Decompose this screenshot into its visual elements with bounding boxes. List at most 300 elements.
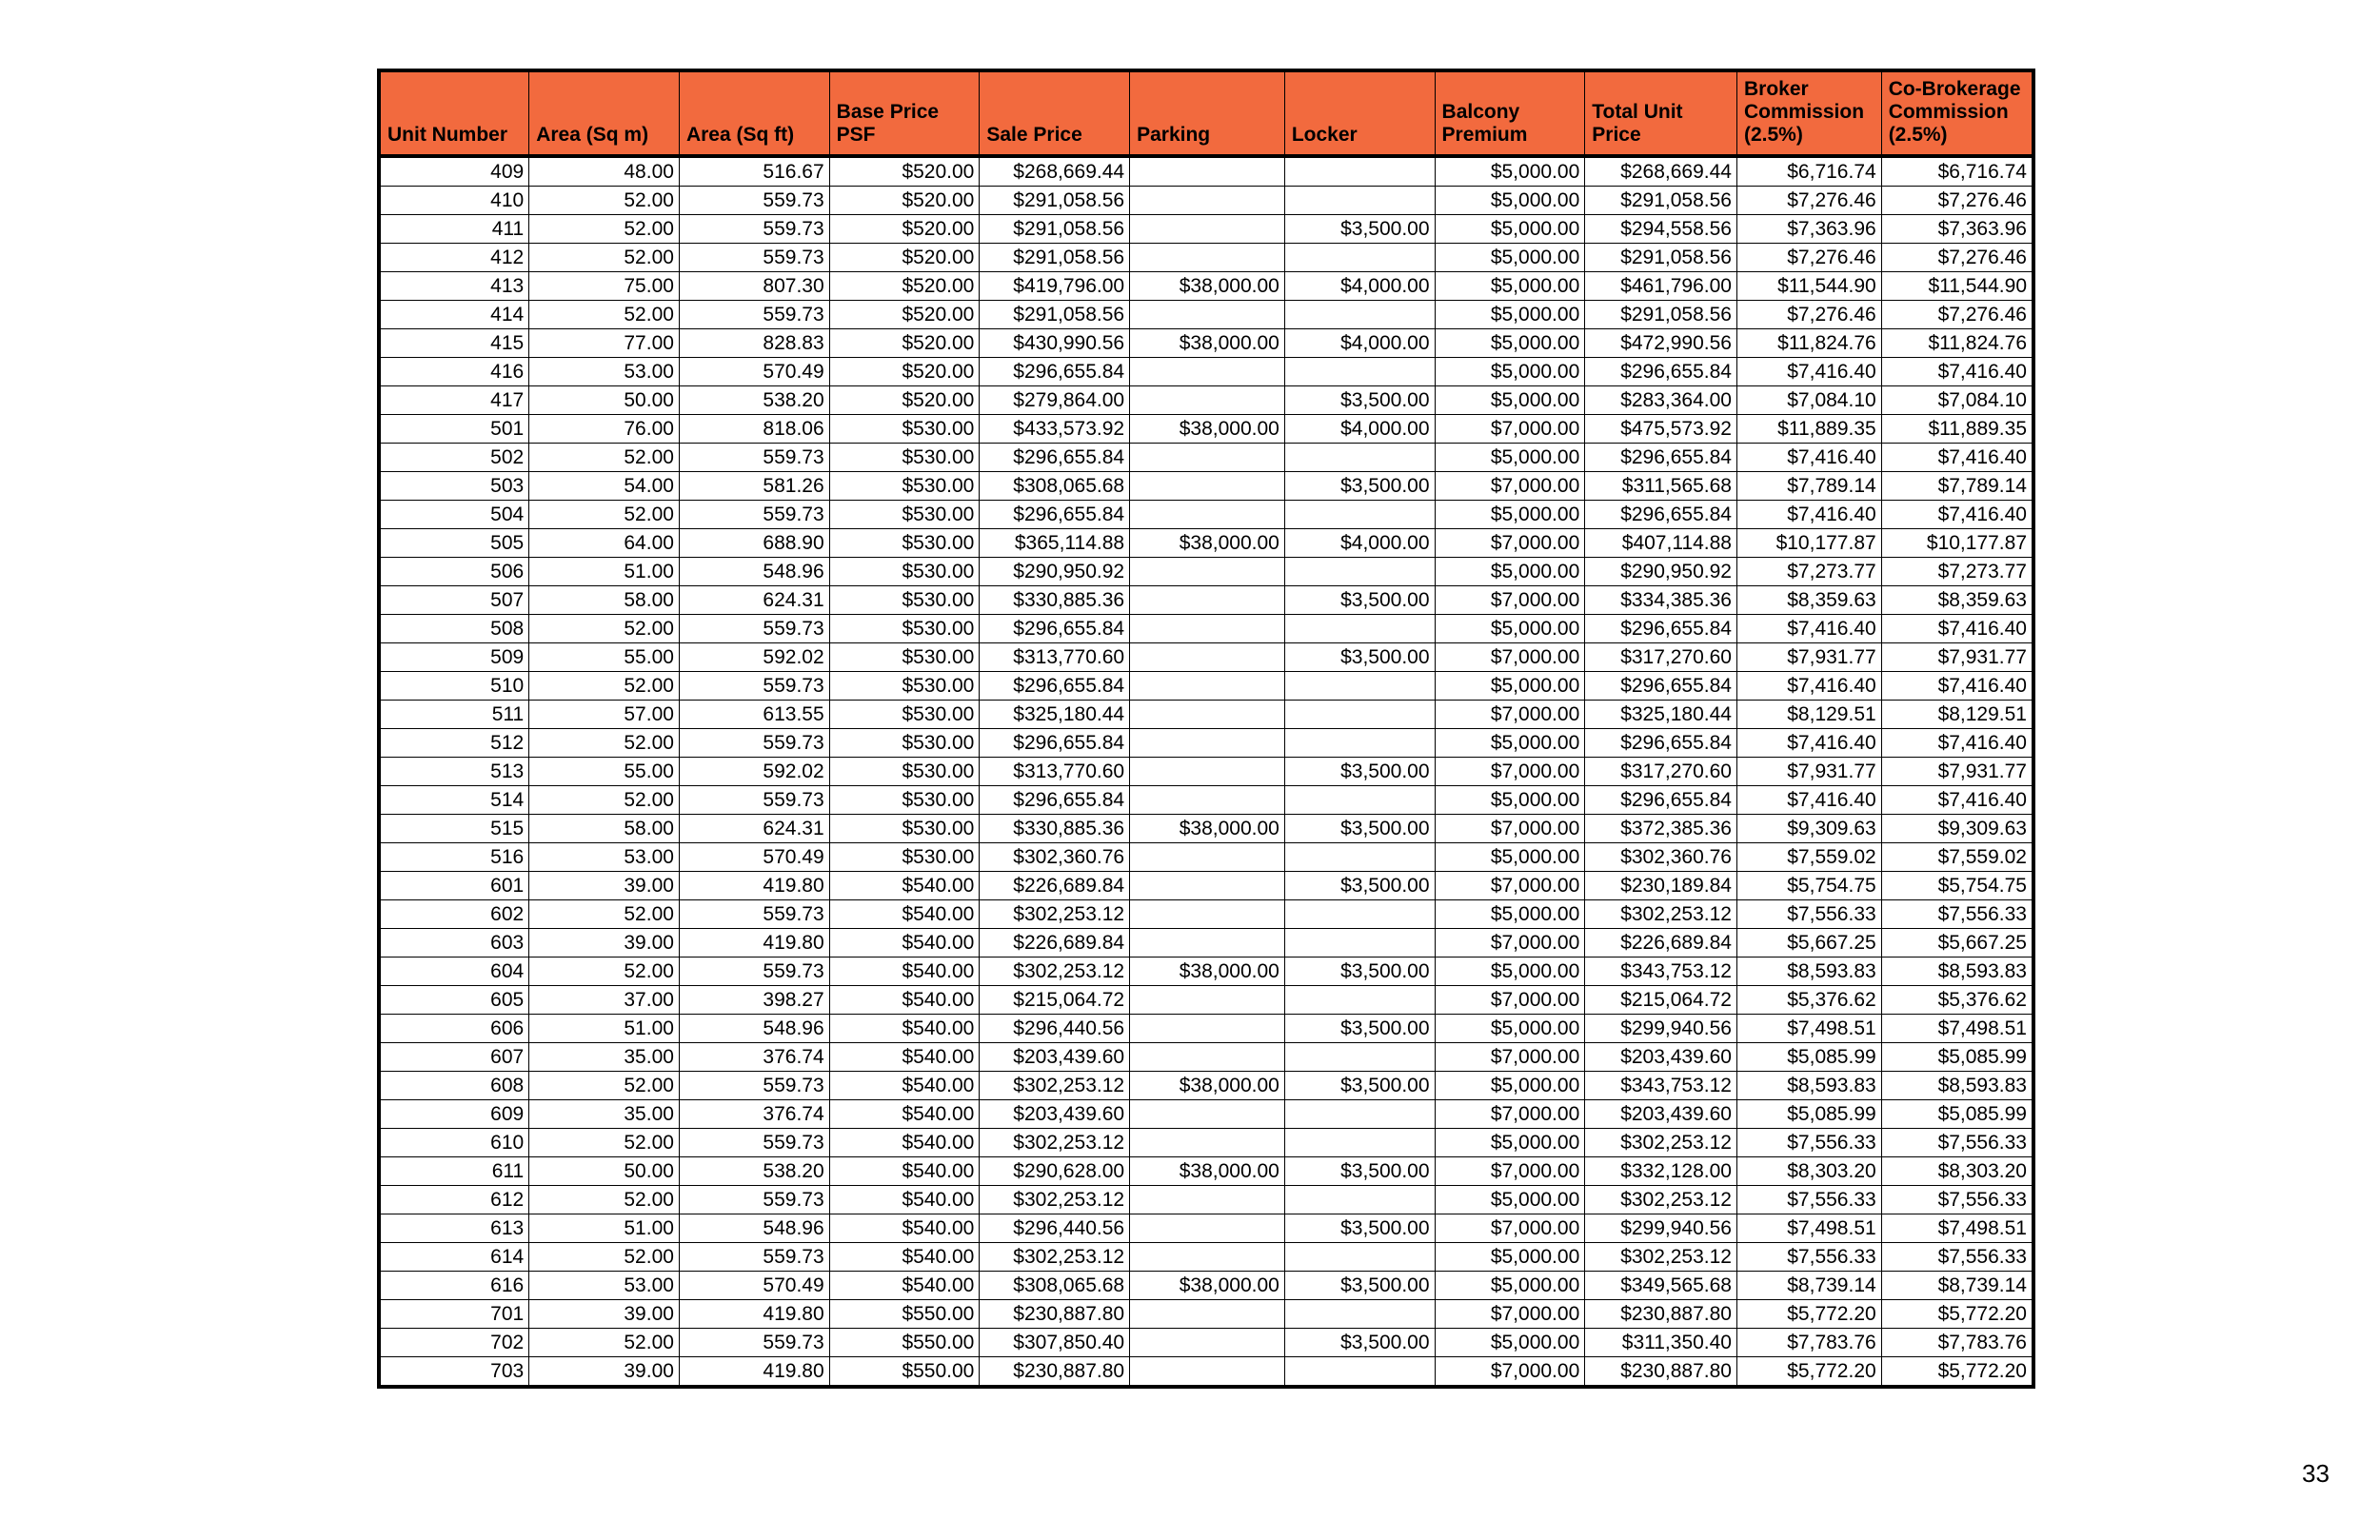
cell-locker	[1284, 187, 1435, 215]
cell-unit-number: 616	[379, 1272, 529, 1300]
cell-area-sq-m: 53.00	[529, 843, 680, 872]
cell-co-brokerage-commission: $7,931.77	[1881, 758, 2033, 786]
cell-base-price-psf: $530.00	[829, 615, 980, 643]
cell-total-unit-price: $296,655.84	[1585, 358, 1737, 386]
cell-broker-commission: $7,363.96	[1737, 215, 1882, 244]
table-row	[379, 729, 2033, 758]
table-row	[379, 244, 2033, 272]
cell-sale-price: $296,655.84	[980, 729, 1130, 758]
cell-base-price-psf: $530.00	[829, 729, 980, 758]
cell-sale-price: $203,439.60	[980, 1100, 1130, 1129]
cell-broker-commission: $7,416.40	[1737, 672, 1882, 701]
cell-area-sq-ft: 559.73	[679, 244, 829, 272]
cell-broker-commission: $7,416.40	[1737, 786, 1882, 815]
cell-unit-number: 603	[379, 929, 529, 958]
cell-total-unit-price: $461,796.00	[1585, 272, 1737, 301]
cell-area-sq-m: 52.00	[529, 1186, 680, 1214]
table-row	[379, 1272, 2033, 1300]
cell-broker-commission: $8,359.63	[1737, 586, 1882, 615]
cell-sale-price: $302,253.12	[980, 958, 1130, 986]
cell-area-sq-ft: 538.20	[679, 386, 829, 415]
cell-total-unit-price: $475,573.92	[1585, 415, 1737, 444]
cell-balcony-premium: $7,000.00	[1435, 815, 1585, 843]
cell-unit-number: 513	[379, 758, 529, 786]
cell-locker	[1284, 558, 1435, 586]
cell-total-unit-price: $302,253.12	[1585, 1243, 1737, 1272]
cell-balcony-premium: $5,000.00	[1435, 1272, 1585, 1300]
cell-area-sq-ft: 559.73	[679, 786, 829, 815]
cell-sale-price: $296,655.84	[980, 786, 1130, 815]
cell-unit-number: 509	[379, 643, 529, 672]
cell-base-price-psf: $530.00	[829, 586, 980, 615]
unit-price-table	[377, 69, 2035, 1389]
cell-base-price-psf: $540.00	[829, 958, 980, 986]
cell-broker-commission: $7,556.33	[1737, 1129, 1882, 1157]
cell-locker	[1284, 701, 1435, 729]
cell-base-price-psf: $520.00	[829, 386, 980, 415]
cell-balcony-premium: $5,000.00	[1435, 1186, 1585, 1214]
cell-base-price-psf: $540.00	[829, 986, 980, 1015]
cell-balcony-premium: $7,000.00	[1435, 415, 1585, 444]
cell-unit-number: 501	[379, 415, 529, 444]
cell-locker	[1284, 444, 1435, 472]
table-row	[379, 900, 2033, 929]
cell-sale-price: $419,796.00	[980, 272, 1130, 301]
cell-balcony-premium: $5,000.00	[1435, 156, 1585, 187]
cell-unit-number: 504	[379, 501, 529, 529]
cell-locker	[1284, 501, 1435, 529]
cell-balcony-premium: $5,000.00	[1435, 301, 1585, 329]
cell-balcony-premium: $7,000.00	[1435, 643, 1585, 672]
cell-sale-price: $430,990.56	[980, 329, 1130, 358]
table-row	[379, 615, 2033, 643]
cell-co-brokerage-commission: $7,416.40	[1881, 729, 2033, 758]
cell-unit-number: 612	[379, 1186, 529, 1214]
cell-co-brokerage-commission: $5,085.99	[1881, 1043, 2033, 1072]
cell-total-unit-price: $317,270.60	[1585, 643, 1737, 672]
cell-balcony-premium: $5,000.00	[1435, 272, 1585, 301]
table-row	[379, 156, 2033, 187]
cell-broker-commission: $8,129.51	[1737, 701, 1882, 729]
cell-sale-price: $330,885.36	[980, 586, 1130, 615]
cell-balcony-premium: $5,000.00	[1435, 386, 1585, 415]
cell-area-sq-m: 35.00	[529, 1100, 680, 1129]
cell-area-sq-ft: 807.30	[679, 272, 829, 301]
cell-parking	[1130, 900, 1285, 929]
cell-unit-number: 614	[379, 1243, 529, 1272]
cell-total-unit-price: $294,558.56	[1585, 215, 1737, 244]
cell-total-unit-price: $296,655.84	[1585, 672, 1737, 701]
cell-broker-commission: $5,772.20	[1737, 1357, 1882, 1388]
cell-parking	[1130, 244, 1285, 272]
table-row	[379, 444, 2033, 472]
cell-unit-number: 409	[379, 156, 529, 187]
page-number: 33	[2302, 1459, 2330, 1488]
cell-unit-number: 605	[379, 986, 529, 1015]
cell-area-sq-ft: 613.55	[679, 701, 829, 729]
cell-balcony-premium: $5,000.00	[1435, 215, 1585, 244]
cell-base-price-psf: $540.00	[829, 1186, 980, 1214]
cell-sale-price: $291,058.56	[980, 301, 1130, 329]
table-body	[379, 156, 2033, 1387]
cell-area-sq-ft: 624.31	[679, 815, 829, 843]
cell-balcony-premium: $5,000.00	[1435, 329, 1585, 358]
cell-locker	[1284, 358, 1435, 386]
table-row	[379, 672, 2033, 701]
cell-broker-commission: $5,085.99	[1737, 1043, 1882, 1072]
cell-base-price-psf: $540.00	[829, 1043, 980, 1072]
cell-area-sq-m: 48.00	[529, 156, 680, 187]
cell-parking: $38,000.00	[1130, 329, 1285, 358]
cell-base-price-psf: $520.00	[829, 358, 980, 386]
cell-broker-commission: $7,931.77	[1737, 643, 1882, 672]
cell-unit-number: 604	[379, 958, 529, 986]
cell-sale-price: $279,864.00	[980, 386, 1130, 415]
cell-co-brokerage-commission: $6,716.74	[1881, 156, 2033, 187]
cell-co-brokerage-commission: $7,363.96	[1881, 215, 2033, 244]
header-locker: Locker	[1284, 70, 1435, 156]
cell-unit-number: 610	[379, 1129, 529, 1157]
cell-unit-number: 414	[379, 301, 529, 329]
cell-base-price-psf: $530.00	[829, 843, 980, 872]
cell-unit-number: 516	[379, 843, 529, 872]
cell-base-price-psf: $540.00	[829, 900, 980, 929]
cell-area-sq-m: 64.00	[529, 529, 680, 558]
cell-locker	[1284, 615, 1435, 643]
cell-balcony-premium: $7,000.00	[1435, 586, 1585, 615]
cell-co-brokerage-commission: $5,085.99	[1881, 1100, 2033, 1129]
cell-co-brokerage-commission: $7,273.77	[1881, 558, 2033, 586]
cell-base-price-psf: $540.00	[829, 1100, 980, 1129]
cell-sale-price: $215,064.72	[980, 986, 1130, 1015]
cell-balcony-premium: $7,000.00	[1435, 1357, 1585, 1388]
cell-total-unit-price: $343,753.12	[1585, 958, 1737, 986]
cell-locker: $4,000.00	[1284, 529, 1435, 558]
cell-unit-number: 602	[379, 900, 529, 929]
cell-area-sq-m: 50.00	[529, 1157, 680, 1186]
table-row	[379, 1300, 2033, 1329]
cell-unit-number: 514	[379, 786, 529, 815]
cell-co-brokerage-commission: $10,177.87	[1881, 529, 2033, 558]
cell-co-brokerage-commission: $7,783.76	[1881, 1329, 2033, 1357]
cell-balcony-premium: $5,000.00	[1435, 187, 1585, 215]
cell-co-brokerage-commission: $5,772.20	[1881, 1300, 2033, 1329]
cell-area-sq-ft: 559.73	[679, 1243, 829, 1272]
cell-co-brokerage-commission: $8,303.20	[1881, 1157, 2033, 1186]
cell-area-sq-m: 54.00	[529, 472, 680, 501]
cell-locker: $3,500.00	[1284, 1072, 1435, 1100]
cell-area-sq-m: 53.00	[529, 358, 680, 386]
cell-area-sq-ft: 419.80	[679, 1300, 829, 1329]
cell-locker: $3,500.00	[1284, 1015, 1435, 1043]
cell-base-price-psf: $540.00	[829, 1129, 980, 1157]
cell-co-brokerage-commission: $9,309.63	[1881, 815, 2033, 843]
cell-locker: $4,000.00	[1284, 415, 1435, 444]
cell-base-price-psf: $520.00	[829, 272, 980, 301]
cell-base-price-psf: $520.00	[829, 329, 980, 358]
cell-broker-commission: $7,559.02	[1737, 843, 1882, 872]
cell-base-price-psf: $540.00	[829, 1157, 980, 1186]
table-row	[379, 986, 2033, 1015]
cell-area-sq-m: 51.00	[529, 1214, 680, 1243]
cell-broker-commission: $7,416.40	[1737, 358, 1882, 386]
cell-co-brokerage-commission: $8,593.83	[1881, 958, 2033, 986]
cell-co-brokerage-commission: $8,739.14	[1881, 1272, 2033, 1300]
cell-total-unit-price: $302,253.12	[1585, 1129, 1737, 1157]
cell-locker: $3,500.00	[1284, 958, 1435, 986]
cell-parking	[1130, 843, 1285, 872]
cell-area-sq-m: 58.00	[529, 815, 680, 843]
cell-unit-number: 512	[379, 729, 529, 758]
cell-co-brokerage-commission: $7,556.33	[1881, 1129, 2033, 1157]
cell-sale-price: $302,253.12	[980, 1243, 1130, 1272]
cell-sale-price: $433,573.92	[980, 415, 1130, 444]
table-row	[379, 301, 2033, 329]
cell-area-sq-ft: 570.49	[679, 358, 829, 386]
table-row	[379, 1243, 2033, 1272]
cell-area-sq-m: 52.00	[529, 1072, 680, 1100]
cell-total-unit-price: $290,950.92	[1585, 558, 1737, 586]
cell-locker	[1284, 986, 1435, 1015]
cell-locker	[1284, 672, 1435, 701]
cell-co-brokerage-commission: $5,772.20	[1881, 1357, 2033, 1388]
cell-sale-price: $203,439.60	[980, 1043, 1130, 1072]
cell-base-price-psf: $540.00	[829, 872, 980, 900]
cell-sale-price: $296,440.56	[980, 1015, 1130, 1043]
cell-co-brokerage-commission: $7,416.40	[1881, 444, 2033, 472]
cell-locker: $3,500.00	[1284, 643, 1435, 672]
cell-co-brokerage-commission: $7,416.40	[1881, 501, 2033, 529]
cell-total-unit-price: $343,753.12	[1585, 1072, 1737, 1100]
cell-total-unit-price: $302,253.12	[1585, 1186, 1737, 1214]
cell-parking	[1130, 586, 1285, 615]
cell-locker	[1284, 729, 1435, 758]
cell-area-sq-m: 51.00	[529, 1015, 680, 1043]
cell-balcony-premium: $5,000.00	[1435, 900, 1585, 929]
cell-area-sq-m: 52.00	[529, 1243, 680, 1272]
cell-sale-price: $290,950.92	[980, 558, 1130, 586]
cell-sale-price: $308,065.68	[980, 1272, 1130, 1300]
cell-parking	[1130, 1186, 1285, 1214]
cell-area-sq-m: 52.00	[529, 187, 680, 215]
cell-area-sq-ft: 559.73	[679, 301, 829, 329]
cell-balcony-premium: $7,000.00	[1435, 1157, 1585, 1186]
cell-locker	[1284, 929, 1435, 958]
cell-parking: $38,000.00	[1130, 272, 1285, 301]
cell-unit-number: 511	[379, 701, 529, 729]
cell-area-sq-ft: 581.26	[679, 472, 829, 501]
cell-broker-commission: $7,556.33	[1737, 1186, 1882, 1214]
cell-broker-commission: $9,309.63	[1737, 815, 1882, 843]
cell-locker	[1284, 900, 1435, 929]
cell-broker-commission: $7,416.40	[1737, 729, 1882, 758]
cell-area-sq-ft: 624.31	[679, 586, 829, 615]
table-row	[379, 643, 2033, 672]
cell-co-brokerage-commission: $7,559.02	[1881, 843, 2033, 872]
table-row	[379, 1072, 2033, 1100]
cell-area-sq-ft: 592.02	[679, 758, 829, 786]
cell-base-price-psf: $530.00	[829, 529, 980, 558]
table-row	[379, 415, 2033, 444]
cell-area-sq-ft: 559.73	[679, 1329, 829, 1357]
cell-parking	[1130, 1243, 1285, 1272]
cell-base-price-psf: $530.00	[829, 472, 980, 501]
cell-co-brokerage-commission: $7,416.40	[1881, 786, 2033, 815]
cell-sale-price: $313,770.60	[980, 643, 1130, 672]
table-row	[379, 558, 2033, 586]
cell-area-sq-ft: 548.96	[679, 558, 829, 586]
cell-sale-price: $226,689.84	[980, 929, 1130, 958]
table-row	[379, 472, 2033, 501]
cell-broker-commission: $8,303.20	[1737, 1157, 1882, 1186]
cell-sale-price: $291,058.56	[980, 244, 1130, 272]
cell-sale-price: $226,689.84	[980, 872, 1130, 900]
cell-sale-price: $302,253.12	[980, 1186, 1130, 1214]
header-broker-commission: Broker Commission (2.5%)	[1737, 70, 1882, 156]
cell-parking	[1130, 187, 1285, 215]
table-row	[379, 701, 2033, 729]
cell-locker	[1284, 843, 1435, 872]
cell-total-unit-price: $215,064.72	[1585, 986, 1737, 1015]
cell-unit-number: 415	[379, 329, 529, 358]
cell-co-brokerage-commission: $7,498.51	[1881, 1214, 2033, 1243]
cell-area-sq-m: 50.00	[529, 386, 680, 415]
cell-balcony-premium: $5,000.00	[1435, 1329, 1585, 1357]
cell-balcony-premium: $7,000.00	[1435, 472, 1585, 501]
cell-locker: $3,500.00	[1284, 215, 1435, 244]
cell-broker-commission: $7,498.51	[1737, 1214, 1882, 1243]
cell-co-brokerage-commission: $11,824.76	[1881, 329, 2033, 358]
cell-total-unit-price: $296,655.84	[1585, 444, 1737, 472]
table-row	[379, 843, 2033, 872]
cell-area-sq-ft: 559.73	[679, 1186, 829, 1214]
cell-balcony-premium: $7,000.00	[1435, 1043, 1585, 1072]
cell-area-sq-ft: 376.74	[679, 1043, 829, 1072]
cell-area-sq-m: 39.00	[529, 929, 680, 958]
cell-area-sq-m: 39.00	[529, 1300, 680, 1329]
cell-area-sq-m: 37.00	[529, 986, 680, 1015]
cell-total-unit-price: $230,887.80	[1585, 1357, 1737, 1388]
cell-area-sq-ft: 559.73	[679, 900, 829, 929]
table-row	[379, 1129, 2033, 1157]
cell-area-sq-ft: 419.80	[679, 929, 829, 958]
cell-base-price-psf: $520.00	[829, 301, 980, 329]
cell-broker-commission: $7,556.33	[1737, 900, 1882, 929]
cell-total-unit-price: $302,360.76	[1585, 843, 1737, 872]
cell-total-unit-price: $334,385.36	[1585, 586, 1737, 615]
cell-base-price-psf: $520.00	[829, 187, 980, 215]
cell-balcony-premium: $5,000.00	[1435, 786, 1585, 815]
cell-area-sq-m: 52.00	[529, 1329, 680, 1357]
cell-broker-commission: $7,498.51	[1737, 1015, 1882, 1043]
cell-total-unit-price: $349,565.68	[1585, 1272, 1737, 1300]
cell-broker-commission: $7,084.10	[1737, 386, 1882, 415]
cell-co-brokerage-commission: $11,544.90	[1881, 272, 2033, 301]
cell-area-sq-ft: 516.67	[679, 156, 829, 187]
cell-total-unit-price: $332,128.00	[1585, 1157, 1737, 1186]
cell-locker: $4,000.00	[1284, 329, 1435, 358]
cell-area-sq-ft: 559.73	[679, 729, 829, 758]
cell-locker	[1284, 301, 1435, 329]
table-row	[379, 329, 2033, 358]
cell-locker	[1284, 244, 1435, 272]
cell-parking: $38,000.00	[1130, 1272, 1285, 1300]
cell-area-sq-m: 52.00	[529, 958, 680, 986]
cell-broker-commission: $7,789.14	[1737, 472, 1882, 501]
cell-area-sq-ft: 559.73	[679, 501, 829, 529]
cell-parking: $38,000.00	[1130, 415, 1285, 444]
cell-area-sq-m: 75.00	[529, 272, 680, 301]
cell-co-brokerage-commission: $5,667.25	[1881, 929, 2033, 958]
cell-sale-price: $302,253.12	[980, 1129, 1130, 1157]
cell-parking	[1130, 1329, 1285, 1357]
cell-base-price-psf: $530.00	[829, 415, 980, 444]
cell-area-sq-ft: 419.80	[679, 872, 829, 900]
cell-base-price-psf: $540.00	[829, 1272, 980, 1300]
cell-area-sq-ft: 376.74	[679, 1100, 829, 1129]
cell-parking	[1130, 986, 1285, 1015]
cell-co-brokerage-commission: $11,889.35	[1881, 415, 2033, 444]
cell-base-price-psf: $540.00	[829, 1015, 980, 1043]
cell-broker-commission: $7,276.46	[1737, 301, 1882, 329]
cell-total-unit-price: $203,439.60	[1585, 1043, 1737, 1072]
cell-parking	[1130, 929, 1285, 958]
cell-sale-price: $296,440.56	[980, 1214, 1130, 1243]
cell-base-price-psf: $530.00	[829, 758, 980, 786]
cell-broker-commission: $5,754.75	[1737, 872, 1882, 900]
cell-locker	[1284, 1043, 1435, 1072]
cell-co-brokerage-commission: $7,498.51	[1881, 1015, 2033, 1043]
cell-parking	[1130, 301, 1285, 329]
cell-area-sq-m: 39.00	[529, 872, 680, 900]
table-row	[379, 1214, 2033, 1243]
table-row	[379, 1015, 2033, 1043]
table-row	[379, 872, 2033, 900]
table-row	[379, 586, 2033, 615]
cell-co-brokerage-commission: $7,276.46	[1881, 244, 2033, 272]
table-row	[379, 358, 2033, 386]
cell-sale-price: $296,655.84	[980, 358, 1130, 386]
cell-unit-number: 515	[379, 815, 529, 843]
cell-parking	[1130, 758, 1285, 786]
cell-unit-number: 608	[379, 1072, 529, 1100]
cell-parking	[1130, 558, 1285, 586]
cell-parking	[1130, 1357, 1285, 1388]
cell-parking: $38,000.00	[1130, 958, 1285, 986]
table-row	[379, 1157, 2033, 1186]
cell-broker-commission: $7,416.40	[1737, 615, 1882, 643]
cell-base-price-psf: $530.00	[829, 672, 980, 701]
cell-area-sq-m: 52.00	[529, 672, 680, 701]
cell-broker-commission: $8,739.14	[1737, 1272, 1882, 1300]
cell-balcony-premium: $7,000.00	[1435, 1100, 1585, 1129]
cell-unit-number: 607	[379, 1043, 529, 1072]
cell-total-unit-price: $407,114.88	[1585, 529, 1737, 558]
cell-base-price-psf: $550.00	[829, 1329, 980, 1357]
cell-base-price-psf: $540.00	[829, 929, 980, 958]
cell-locker: $3,500.00	[1284, 1157, 1435, 1186]
cell-broker-commission: $5,772.20	[1737, 1300, 1882, 1329]
cell-area-sq-m: 77.00	[529, 329, 680, 358]
cell-area-sq-ft: 548.96	[679, 1214, 829, 1243]
cell-co-brokerage-commission: $7,084.10	[1881, 386, 2033, 415]
cell-broker-commission: $7,556.33	[1737, 1243, 1882, 1272]
cell-co-brokerage-commission: $7,416.40	[1881, 358, 2033, 386]
header-total-unit-price: Total Unit Price	[1585, 70, 1737, 156]
cell-co-brokerage-commission: $7,931.77	[1881, 643, 2033, 672]
cell-broker-commission: $6,716.74	[1737, 156, 1882, 187]
cell-parking	[1130, 472, 1285, 501]
